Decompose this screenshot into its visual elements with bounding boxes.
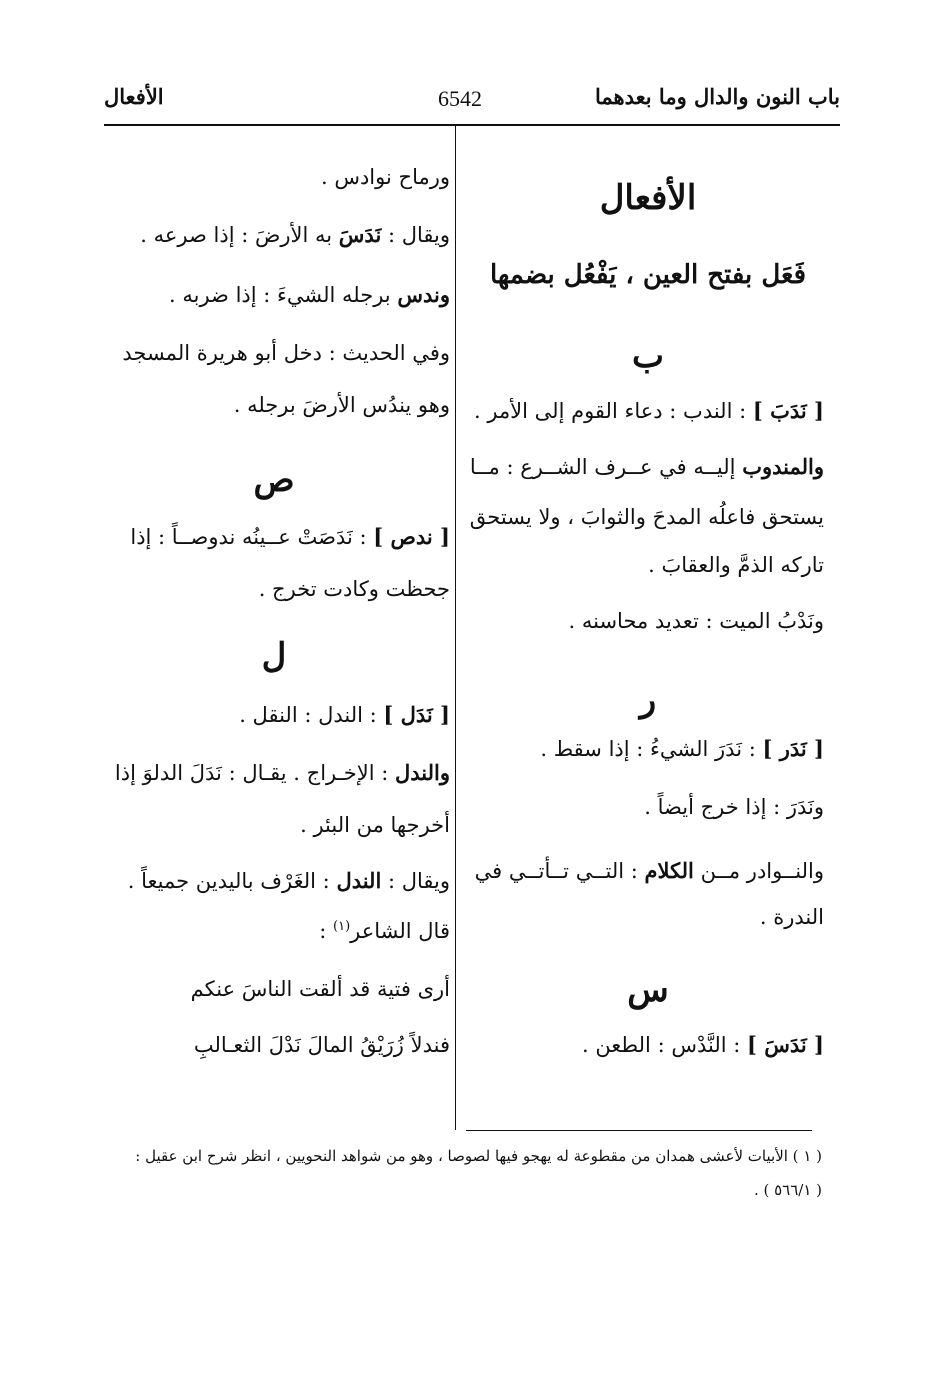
entry-line: أخرجها من البئر . [300,813,450,837]
entry-bold-term: نَدَسَ [338,222,382,247]
footnote-rule [466,1130,812,1131]
entry-text: : [319,919,327,943]
entry-line: ونَدَرَ : إذا خرج أيضاً . [644,795,824,819]
footnote-line: ( ٥٦٦/١ ) . [753,1181,822,1199]
letter-heading-sad: ص [253,460,295,500]
entry-line: الندرة . [759,905,824,929]
entry-text: ويقال : [387,869,450,893]
footnote-line: ( ١ ) الأبيات لأعشى همدان من مقطوعة له يهجو فيها لصوصا ، وهو من شواهد النحويين ، انظر شرح ابن عقيل : [135,1147,822,1165]
page-number: 6542 [438,86,482,111]
entry-headword: [ ندص ] [373,524,450,549]
entry-text: برجله الشيءَ : إذا ضربه . [169,283,391,307]
entry-line [98,866,450,896]
column-divider [455,126,456,1130]
entry-nadar [472,734,824,764]
entry-line: يستحق فاعلُه المدحَ والثوابَ ، ولا يستحق [469,505,824,529]
entry-nadal [98,700,450,730]
entry-definition: : الندل : النقل . [239,703,377,727]
entry-headword: [ نَدَر ] [762,736,824,761]
entry-bold-term: الكلام [644,858,694,883]
header-rule [104,124,840,126]
entry-line: ورماح نوادس . [320,165,450,189]
entry-bold-term: وندس [397,282,450,307]
entry-line: وهو يندُس الأرضَ برجله . [233,393,450,417]
entry-line: وفي الحديث : دخل أبو هريرة المسجد [122,341,450,365]
letter-heading-b: ب [631,336,664,376]
entry-bold-term: والندل [395,760,450,785]
entry-text: ويقال : [387,223,450,247]
running-head-chapter: باب النون والدال وما بعدهما [595,84,840,109]
entry-headword: [ نَدَل ] [383,702,450,727]
entry-headword: والمندوب [742,454,824,479]
entry-nadas [472,1030,824,1060]
entry-line [98,280,450,310]
entry-line: جحظت وكادت تخرج . [258,577,450,601]
entry-headword: [ نَدَسَ ] [747,1032,824,1057]
entry-definition: : النَّدْس : الطعن . [581,1033,741,1057]
entry-text: : التــي تــأتــي في [474,859,638,883]
letter-heading-r: ر [639,680,657,720]
entry-definition: : نَدَصَتْ عــينُه ندوصــاً : إذا [130,525,367,549]
entry-line [469,452,824,482]
letter-heading-l: ل [261,636,287,676]
verse-line: فندلاً زُرَيْقُ المالَ نَدْلَ الثعـالبِ [193,1033,450,1057]
verse-line: أرى فتية قد ألقت الناسَ عنكم [190,977,450,1001]
letter-heading-s: س [627,970,669,1010]
entry-definition: : الندب : دعاء القوم إلى الأمر . [474,399,747,423]
entry-text: : الغَرْف باليدين جميعاً . [127,869,330,893]
entry-line [98,220,450,250]
entry-line [98,758,450,788]
entry-nadab [472,396,824,426]
entry-text: به الأرضَ : إذا صرعه . [140,223,333,247]
poet-line [98,912,450,946]
entry-line: ونَدْبُ الميت : تعديد محاسنه . [568,609,824,633]
entry-line: تاركه الذمَّ والعقابَ . [648,553,824,577]
entry-text: قال الشاعر [350,919,450,943]
entry-nadas [98,522,450,552]
entry-text: : الإخـراج . يقـال : نَدَلَ الدلوَ إذا [114,761,389,785]
entry-text: والنــوادر مــن [700,859,824,883]
entry-bold-term: الندل [336,868,382,893]
section-subtitle: فَعَل بفتح العين ، يَفْعُل بضمها [490,260,806,290]
entry-line [472,856,824,886]
running-head-section: الأفعال [104,84,164,109]
entry-definition: : نَدَرَ الشيءُ : إذا سقط . [540,737,756,761]
footnote-marker: (١) [333,919,351,934]
section-title: الأفعال [599,178,697,218]
entry-headword: [ نَدَبَ ] [752,398,824,423]
entry-text: إليــه في عــرف الشــرع : مــا [469,455,736,479]
